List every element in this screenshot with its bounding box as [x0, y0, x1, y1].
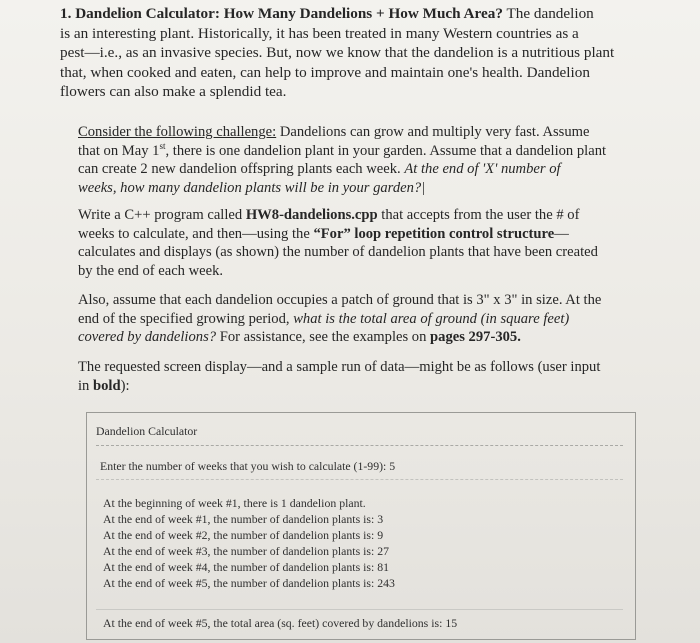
problem-intro — [60, 4, 670, 102]
program-text: calculates and displays (as shown) the number of dandelion plants that have been created — [78, 244, 598, 261]
display-bold: bold — [93, 377, 121, 394]
divider — [96, 479, 623, 480]
divider — [96, 609, 623, 610]
challenge-question: At the end of 'X' number of — [404, 161, 561, 178]
area-text: Also, assume that each dandelion occupies a patch of ground that is 3" x 3" in size. At the — [78, 292, 602, 308]
area-question: what is the total area of ground (in square feet) — [293, 310, 570, 327]
area-text: end of the specified growing period, — [78, 310, 294, 327]
challenge-text: Dandelions can grow and multiply very fast. Assume — [276, 124, 590, 140]
challenge-label: Consider the following challenge: — [78, 124, 277, 140]
sample-run-total: At the end of week #5, the total area (sq. feet) covered by dandelions is: 15 — [103, 616, 458, 630]
page-reference: pages 297-305. — [430, 329, 521, 346]
sample-run-prompt: Enter the number of weeks that you wish to calculate (1-99): 5 — [100, 459, 396, 473]
result-line: At the end of week #4, the number of dandelion plants is: 81 — [103, 560, 390, 574]
challenge-paragraph — [78, 123, 638, 197]
result-line: At the end of week #3, the number of dandelion plants is: 27 — [103, 544, 390, 558]
display-text: ): — [120, 377, 130, 394]
problem-heading: 1. Dandelion Calculator: How Many Dandelions + How Much Area? — [60, 5, 503, 22]
program-text: Write a C++ program called — [78, 207, 246, 223]
program-text: by the end of each week. — [78, 262, 224, 279]
challenge-question: weeks, how many dandelion plants will be in your garden?| — [78, 179, 426, 196]
ordinal-suffix: st — [159, 140, 166, 151]
challenge-text: that on May 1 — [78, 142, 160, 159]
program-text: — — [554, 225, 569, 242]
program-filename: HW8-dandelions.cpp — [245, 207, 378, 223]
challenge-text: , there is one dandelion plant in your garden. Assume that a dandelion plant — [165, 142, 607, 159]
sample-run-results — [103, 495, 395, 591]
result-line: At the end of week #1, the number of dandelion plants is: 3 — [103, 512, 384, 526]
program-paragraph — [78, 206, 638, 280]
area-paragraph — [78, 291, 638, 347]
result-line: At the end of week #2, the number of dandelion plants is: 9 — [103, 528, 384, 542]
area-question: covered by dandelions? — [78, 329, 217, 346]
divider — [96, 445, 623, 446]
display-text: The requested screen display—and a sample run of data—might be as follows (user input — [78, 359, 601, 375]
display-text: in — [78, 377, 93, 394]
challenge-text: can create 2 new dandelion offspring plants each week. — [78, 161, 405, 178]
result-line: At the beginning of week #1, there is 1 dandelion plant. — [103, 496, 366, 510]
result-line: At the end of week #5, the number of dandelion plants is: 243 — [103, 576, 395, 590]
loop-structure: “For” loop repetition control structure — [313, 225, 555, 242]
intro-line: flowers can also make a splendid tea. — [60, 83, 287, 101]
intro-line: is an interesting plant. Historically, it has been treated in many Western countries as a — [60, 24, 579, 42]
program-text: weeks to calculate, and then—using the — [78, 225, 314, 242]
sample-run-box — [86, 412, 636, 640]
program-text: that accepts from the user the # of — [377, 207, 580, 223]
area-text: For assistance, see the examples on — [216, 329, 431, 346]
intro-line: The dandelion — [506, 5, 594, 22]
intro-line: pest—i.e., as an invasive species. But, now we know that the dandelion is a nutritious plant — [60, 44, 615, 62]
intro-line: that, when cooked and eaten, can help to improve and maintain one's health. Dandelion — [60, 63, 590, 81]
sample-run-title: Dandelion Calculator — [96, 424, 198, 438]
display-note — [78, 358, 638, 395]
